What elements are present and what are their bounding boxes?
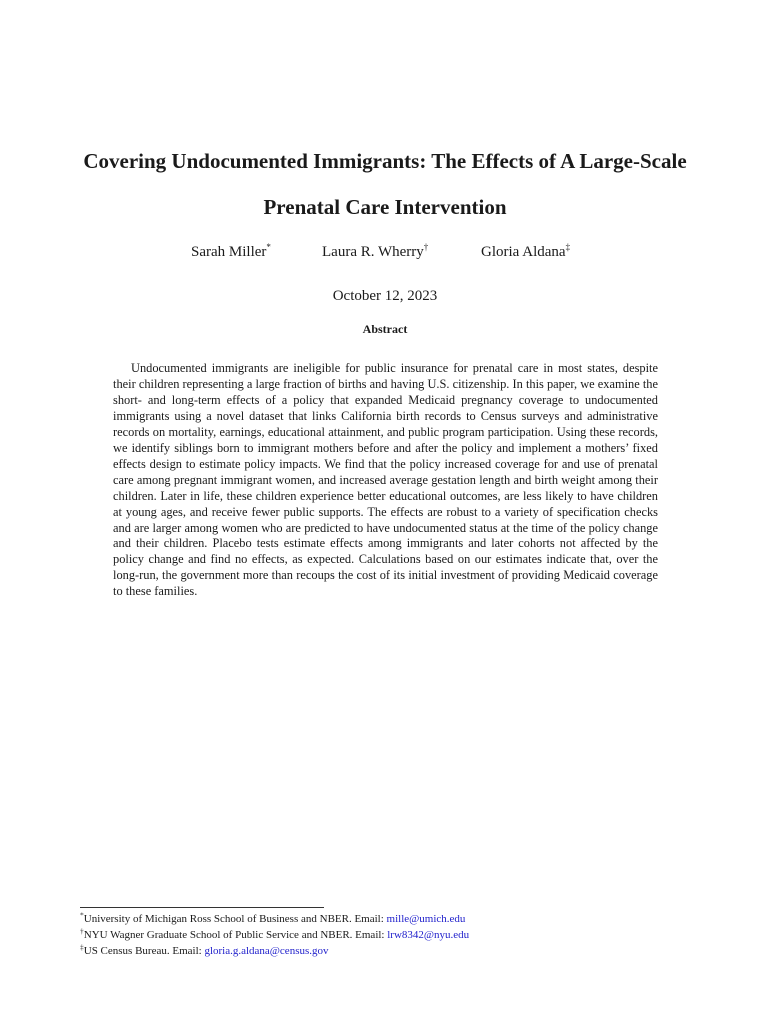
footnote-divider <box>80 907 324 908</box>
footnotes <box>80 911 700 959</box>
author-aldana <box>481 244 570 261</box>
author-wherry <box>322 244 428 261</box>
footnote-mark: * <box>80 910 84 920</box>
author-name: Gloria Aldana <box>481 244 566 260</box>
abstract-body: Undocumented immigrants are ineligible for public insurance for prenatal care in most states, despite their children representing a large fraction of births and having U.S. citizenship. In this paper, we examine the short- and long-term effects of a policy that expanded Medicaid pregnancy coverage to undocumented immigrants using a novel dataset that links California birth records to Census surveys and administrative records on mortality, earnings, educational attainment, and public program participation. Using these records, we identify siblings born to immigrant mothers before and after the policy and implement a mothers’ fixed effects design to estimate policy impacts. We find that the policy increased coverage for and use of prenatal care among pregnant immigrant women, and increased average gestation length and birth weight among their children. Later in life, these children experience better educational outcomes, are less likely to have children at young ages, and receive fewer public supports. The effects are robust to a variety of specification checks and are larger among women who are predicted to have undocumented status at the time of the policy change and their children. Placebo tests estimate effects among immigrants and later cohorts not affected by the policy change and find no effects, as expected. Calculations based on our estimates indicate that, over the long-run, the government more than recoups the cost of its initial investment of providing Medicaid coverage to these families. <box>113 361 658 599</box>
footnote-text: US Census Bureau. Email: <box>83 945 205 957</box>
paper-title: Covering Undocumented Immigrants: The Effects of A Large-Scale Prenatal Care Intervention <box>83 149 687 219</box>
footnote-text: NYU Wagner Graduate School of Public Service and NBER. Email: <box>83 929 388 941</box>
author-name: Laura R. Wherry <box>322 244 424 260</box>
footnote-aldana <box>80 943 700 959</box>
footnote-wherry <box>80 927 700 943</box>
abstract-heading: Abstract <box>362 322 408 336</box>
footnote-text: University of Michigan Ross School of Business and NBER. Email: <box>83 913 387 925</box>
author-footnote-mark: ‡ <box>565 242 571 252</box>
footnote-mark: ‡ <box>80 942 84 952</box>
paper-date: October 12, 2023 <box>332 288 438 304</box>
author-footnote-mark: † <box>423 242 429 252</box>
author-name: Sarah Miller <box>191 244 267 260</box>
email-link[interactable]: lrw8342@nyu.edu <box>387 929 470 941</box>
email-link[interactable]: gloria.g.aldana@census.gov <box>204 945 329 957</box>
footnote-miller <box>80 911 700 927</box>
email-link[interactable]: mille@umich.edu <box>386 913 466 925</box>
author-footnote-mark: * <box>266 242 271 252</box>
footnote-mark: † <box>80 926 84 936</box>
author-miller <box>191 244 271 261</box>
